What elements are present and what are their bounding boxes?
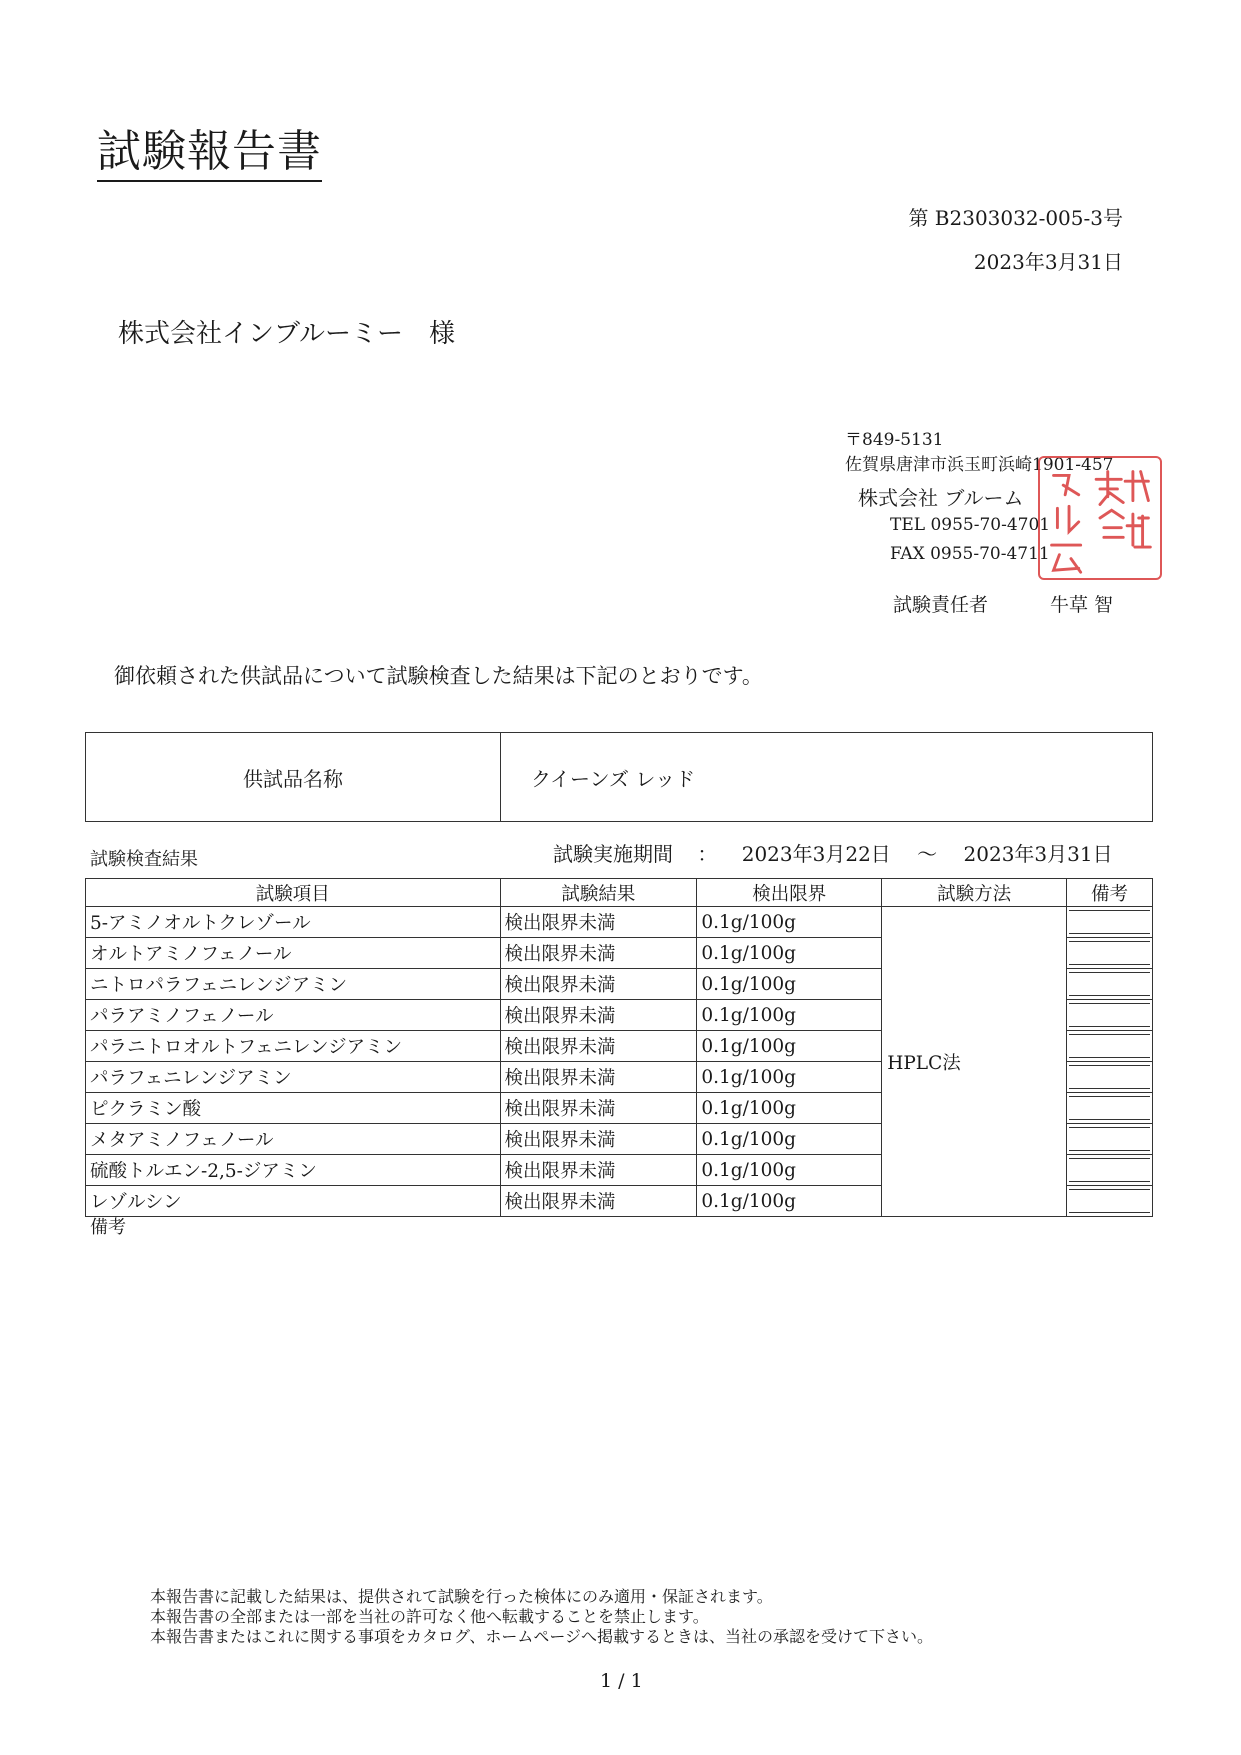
- item-cell: ニトロパラフェニレンジアミン: [86, 969, 501, 1000]
- remarks-cell: [1067, 1124, 1153, 1155]
- remarks-cell: [1067, 1155, 1153, 1186]
- remarks-box: [1069, 1034, 1150, 1058]
- result-cell: 検出限界未満: [500, 969, 697, 1000]
- period-label: 試験実施期間: [553, 842, 673, 866]
- limit-cell: 0.1g/100g: [697, 1093, 882, 1124]
- item-cell: 5-アミノオルトクレゾール: [86, 907, 501, 938]
- remarks-box: [1069, 1003, 1150, 1027]
- limit-cell: 0.1g/100g: [697, 907, 882, 938]
- result-cell: 検出限界未満: [500, 1000, 697, 1031]
- remarks-cell: [1067, 907, 1153, 938]
- result-cell: 検出限界未満: [500, 1186, 697, 1217]
- remarks-box: [1069, 1158, 1150, 1182]
- table-row: [86, 907, 1153, 938]
- remarks-cell: [1067, 969, 1153, 1000]
- issuer-fax: FAX 0955-70-4711: [890, 544, 1050, 564]
- remarks-cell: [1067, 1186, 1153, 1217]
- remarks-box: [1069, 1189, 1150, 1213]
- remarks-cell: [1067, 1062, 1153, 1093]
- remarks-box: [1069, 1096, 1150, 1120]
- remarks-box: [1069, 910, 1150, 934]
- limit-cell: 0.1g/100g: [697, 1031, 882, 1062]
- recipient-name: 株式会社インブルーミー 様: [118, 319, 455, 349]
- remarks-label: 備考: [90, 1217, 126, 1238]
- result-cell: 検出限界未満: [500, 1031, 697, 1062]
- period-end: 2023年3月31日: [963, 842, 1113, 866]
- remarks-cell: [1067, 1031, 1153, 1062]
- period-start: 2023年3月22日: [741, 842, 891, 866]
- header-method: 試験方法: [882, 879, 1067, 907]
- page-number: 1 / 1: [600, 1670, 643, 1692]
- results-table: [85, 878, 1153, 1217]
- header-remarks: 備考: [1067, 879, 1153, 907]
- sample-label: 供試品名称: [86, 733, 501, 822]
- issuer-company: 株式会社 ブルーム: [858, 486, 1024, 510]
- result-cell: 検出限界未満: [500, 907, 697, 938]
- limit-cell: 0.1g/100g: [697, 1062, 882, 1093]
- test-period: [553, 838, 1113, 867]
- responsible-label: 試験責任者: [893, 594, 989, 616]
- issuer-tel: TEL 0955-70-4701: [890, 515, 1051, 535]
- result-cell: 検出限界未満: [500, 1155, 697, 1186]
- footer-note: 本報告書に記載した結果は、提供されて試験を行った検体にのみ適用・保証されます。: [150, 1587, 773, 1606]
- remarks-box: [1069, 972, 1150, 996]
- remarks-cell: [1067, 938, 1153, 969]
- header-result: 試験結果: [500, 879, 697, 907]
- method-cell: HPLC法: [882, 907, 1067, 1217]
- result-cell: 検出限界未満: [500, 1062, 697, 1093]
- document-title: 試験報告書: [97, 128, 322, 182]
- footer-note: 本報告書の全部または一部を当社の許可なく他へ転載することを禁止します。: [150, 1607, 709, 1626]
- header-limit: 検出限界: [697, 879, 882, 907]
- issuer-postal: 〒849-5131: [845, 430, 944, 450]
- item-cell: オルトアミノフェノール: [86, 938, 501, 969]
- responsible-name: 牛草 智: [1050, 594, 1114, 616]
- seal-graphic: [1040, 458, 1160, 578]
- limit-cell: 0.1g/100g: [697, 1000, 882, 1031]
- period-separator: ：: [697, 842, 718, 866]
- sample-name: クイーンズ レッド: [501, 733, 1153, 822]
- issuer-address: 佐賀県唐津市浜玉町浜崎1901-457: [845, 455, 1114, 475]
- footer-note: 本報告書またはこれに関する事項をカタログ、ホームページへ掲載するときは、当社の承認を受けて下さい。: [150, 1627, 934, 1646]
- item-cell: メタアミノフェノール: [86, 1124, 501, 1155]
- result-cell: 検出限界未満: [500, 1093, 697, 1124]
- item-cell: パラニトロオルトフェニレンジアミン: [86, 1031, 501, 1062]
- limit-cell: 0.1g/100g: [697, 938, 882, 969]
- remarks-box: [1069, 1127, 1150, 1151]
- remarks-box: [1069, 1065, 1150, 1089]
- limit-cell: 0.1g/100g: [697, 1155, 882, 1186]
- intro-text: 御依頼された供試品について試験検査した結果は下記のとおりです。: [114, 664, 763, 688]
- item-cell: レゾルシン: [86, 1186, 501, 1217]
- item-cell: パラフェニレンジアミン: [86, 1062, 501, 1093]
- period-tilde: ～: [917, 842, 938, 866]
- item-cell: パラアミノフェノール: [86, 1000, 501, 1031]
- document-date: 2023年3月31日: [973, 250, 1123, 274]
- result-cell: 検出限界未満: [500, 1124, 697, 1155]
- company-seal-stamp: [1038, 456, 1162, 580]
- result-cell: 検出限界未満: [500, 938, 697, 969]
- results-section-label: 試験検査結果: [90, 849, 198, 870]
- limit-cell: 0.1g/100g: [697, 1124, 882, 1155]
- footer-notes: [150, 1587, 933, 1647]
- remarks-cell: [1067, 1000, 1153, 1031]
- remarks-cell: [1067, 1093, 1153, 1124]
- header-item: 試験項目: [86, 879, 501, 907]
- document-number: 第 B2303032-005-3号: [908, 206, 1123, 230]
- limit-cell: 0.1g/100g: [697, 1186, 882, 1217]
- sample-table: [85, 732, 1153, 822]
- item-cell: ピクラミン酸: [86, 1093, 501, 1124]
- item-cell: 硫酸トルエン-2,5-ジアミン: [86, 1155, 501, 1186]
- limit-cell: 0.1g/100g: [697, 969, 882, 1000]
- remarks-box: [1069, 941, 1150, 965]
